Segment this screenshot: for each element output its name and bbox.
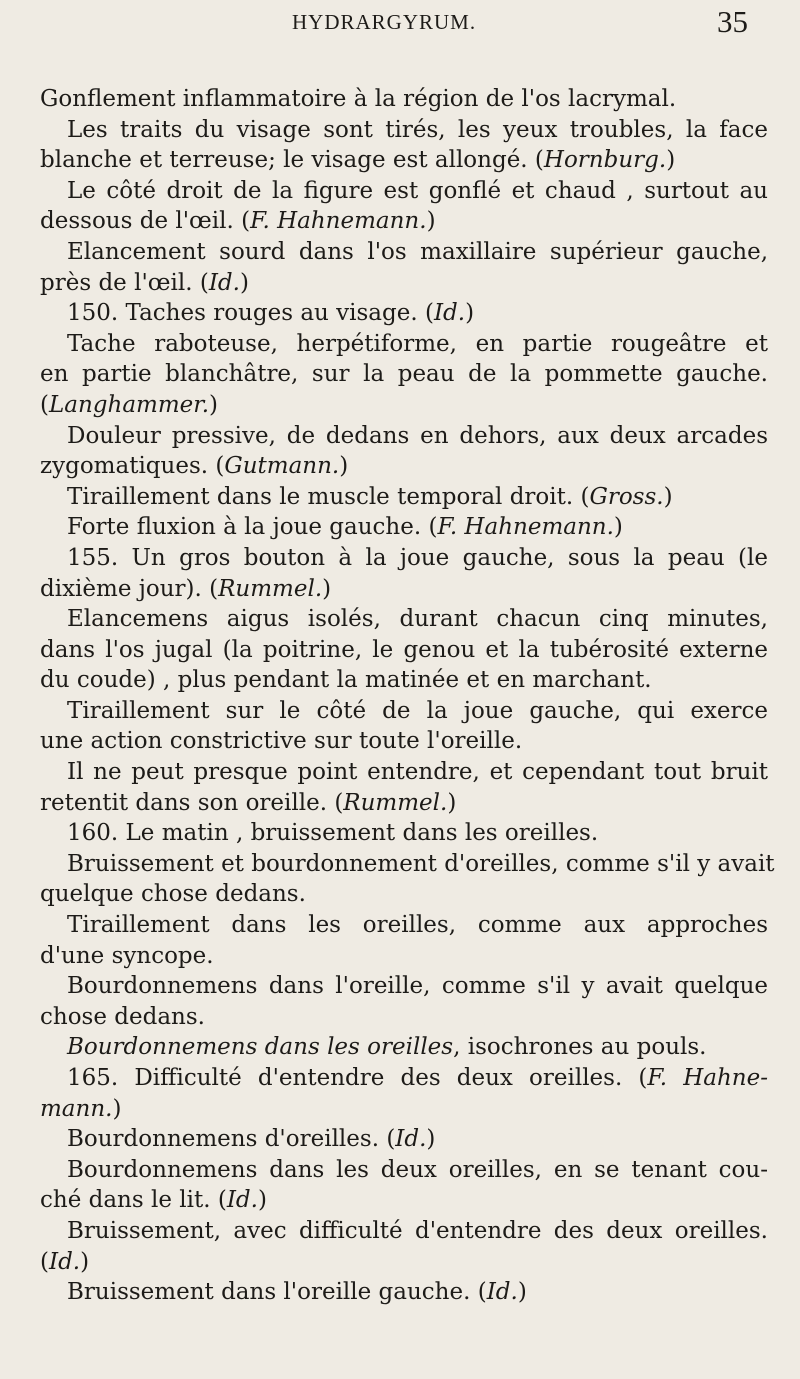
text-line: retentit dans son oreille. (Rummel.) (40, 789, 457, 816)
text-line: (Id.) (40, 1248, 90, 1275)
text-line: Bruissement, avec difficulté d'entendre des deux oreilles. (67, 1217, 768, 1244)
text-line: du coude) , plus pendant la matinée et en marchant. (40, 667, 652, 694)
text-line: Bourdonnemens d'oreilles. (Id.) (67, 1126, 436, 1153)
text-line: Le côté droit de la figure est gonflé et chaud , surtout au (67, 177, 768, 204)
text-line: (Langhammer.) (40, 391, 219, 418)
text-line: une action constrictive sur toute l'oreille. (40, 728, 523, 755)
text-line: Bruissement dans l'oreille gauche. (Id.) (67, 1279, 527, 1306)
text-line: 165. Difficulté d'entendre des deux oreilles. (F. Hahne- (67, 1065, 768, 1091)
text-line: Douleur pressive, de dedans en dehors, aux deux arcades (67, 422, 768, 449)
text-line: Tiraillement sur le côté de la joue gauche, qui exerce (67, 697, 768, 724)
text-line: 150. Taches rouges au visage. (Id.) (67, 300, 475, 327)
page-body (40, 84, 775, 1308)
text-line: 155. Un gros bouton à la joue gauche, sous la peau (le (67, 544, 768, 571)
page-header (0, 6, 800, 46)
text-line: d'une syncope. (40, 942, 214, 969)
text-line: chose dedans. (40, 1003, 205, 1030)
text-line: Bourdonnemens dans l'oreille, comme s'il y avait quelque (67, 973, 768, 1000)
page-number: 35 (717, 4, 748, 39)
text-line: Il ne peut presque point entendre, et cependant tout bruit (67, 759, 768, 786)
text-line: Bourdonnemens dans les deux oreilles, en se tenant cou- (67, 1156, 768, 1183)
text-line: près de l'œil. (Id.) (40, 269, 249, 296)
text-line: blanche et terreuse; le visage est allongé. (Hornburg.) (40, 147, 676, 174)
text-line: dixième jour). (Rummel.) (40, 575, 332, 602)
text-line: Les traits du visage sont tirés, les yeux troubles, la face (67, 116, 768, 143)
text-line: 160. Le matin , bruissement dans les oreilles. (67, 820, 599, 847)
text-line: Bourdonnemens dans les oreilles, isochrones au pouls. (67, 1034, 707, 1061)
text-line: en partie blanchâtre, sur la peau de la pommette gauche. (40, 361, 768, 388)
text-line: Tiraillement dans les oreilles, comme aux approches (67, 912, 768, 939)
running-title: HYDRARGYRUM. (292, 10, 477, 34)
text-line: mann.) (40, 1095, 122, 1122)
text-line: quelque chose dedans. (40, 881, 306, 908)
text-line: Gonflement inflammatoire à la région de l'os lacrymal. (40, 86, 677, 112)
text-line: ché dans le lit. (Id.) (40, 1187, 267, 1214)
text-line: Tache raboteuse, herpétiforme, en partie rougeâtre et (67, 330, 768, 357)
text-line: Elancement sourd dans l'os maxillaire supérieur gauche, (67, 238, 768, 265)
text-line: zygomatiques. (Gutmann.) (40, 453, 349, 480)
text-line: Elancemens aigus isolés, durant chacun cinq minutes, (67, 606, 768, 633)
text-line: dessous de l'œil. (F. Hahnemann.) (40, 208, 436, 235)
text-line: Tiraillement dans le muscle temporal droit. (Gross.) (67, 483, 673, 510)
text-line: Bruissement et bourdonnement d'oreilles, comme s'il y avait (67, 850, 775, 877)
text-line: dans l'os jugal (la poitrine, le genou et la tubérosité externe (40, 636, 768, 663)
text-line: Forte fluxion à la joue gauche. (F. Hahnemann.) (67, 514, 623, 541)
